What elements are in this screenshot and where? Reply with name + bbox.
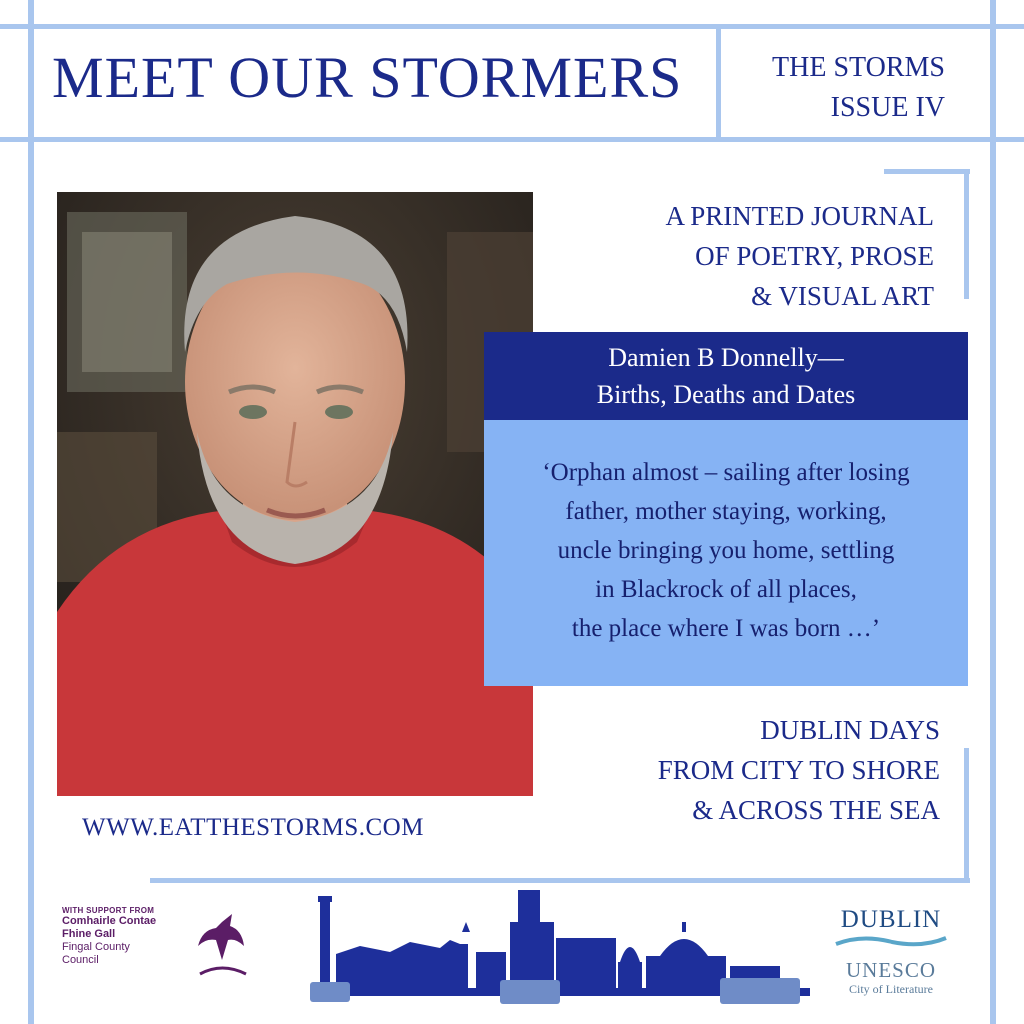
- frame-line: [0, 137, 1024, 142]
- sponsor-name-4: Council: [62, 954, 99, 966]
- author-title-box: [484, 332, 968, 420]
- bird-logo-icon: [192, 912, 252, 982]
- theme-line-3: & ACROSS THE SEA: [692, 795, 940, 825]
- sponsor-name-1: Comhairle Contae: [62, 915, 157, 927]
- theme-line-2: FROM CITY TO SHORE: [657, 755, 940, 785]
- unesco-name: UNESCO: [845, 958, 936, 982]
- page-title: MEET OUR STORMERS: [52, 45, 683, 110]
- journal-line-1: A PRINTED JOURNAL: [665, 201, 934, 231]
- frame-line: [990, 0, 996, 1024]
- issue-line-1: THE STORMS: [772, 52, 945, 83]
- theme-line-1: DUBLIN DAYS: [760, 715, 940, 745]
- quote-line: the place where I was born …’: [571, 615, 881, 642]
- journal-line-3: & VISUAL ART: [751, 281, 934, 311]
- issue-line-2: ISSUE IV: [830, 92, 945, 123]
- website-link[interactable]: WWW.EATTHESTORMS.COM: [82, 814, 424, 841]
- sponsor-name-2: Fhine Gall: [62, 928, 116, 940]
- unesco-city: City of Literature: [849, 982, 933, 996]
- frame-line: [964, 748, 969, 882]
- author-name: Damien B Donnelly—: [608, 343, 844, 372]
- piece-title: Births, Deaths and Dates: [596, 380, 856, 409]
- frame-line: [28, 0, 34, 1024]
- frame-line: [0, 24, 1024, 29]
- quote-line: in Blackrock of all places,: [595, 576, 857, 603]
- sponsor-name-3: Fingal County: [62, 941, 130, 953]
- sponsor-intro: WITH SUPPORT FROM: [62, 906, 155, 915]
- frame-line: [716, 24, 721, 142]
- quote-line: ‘Orphan almost – sailing after losing: [542, 459, 910, 486]
- quote-line: father, mother staying, working,: [565, 498, 887, 525]
- quote-line: uncle bringing you home, settling: [557, 537, 895, 564]
- frame-line: [964, 169, 969, 299]
- theme-description: [600, 710, 940, 830]
- journal-description: [600, 196, 934, 316]
- unesco-dublin: DUBLIN: [840, 906, 942, 933]
- dublin-skyline-icon: [300, 882, 820, 1012]
- journal-line-2: OF POETRY, PROSE: [695, 241, 934, 271]
- issue-label: [740, 48, 945, 128]
- author-photo: [57, 192, 533, 796]
- unesco-logo: [832, 906, 950, 996]
- frame-line: [884, 169, 970, 174]
- wave-icon: [832, 934, 950, 948]
- sponsor-logo: [62, 906, 156, 967]
- quote-box: [484, 420, 968, 686]
